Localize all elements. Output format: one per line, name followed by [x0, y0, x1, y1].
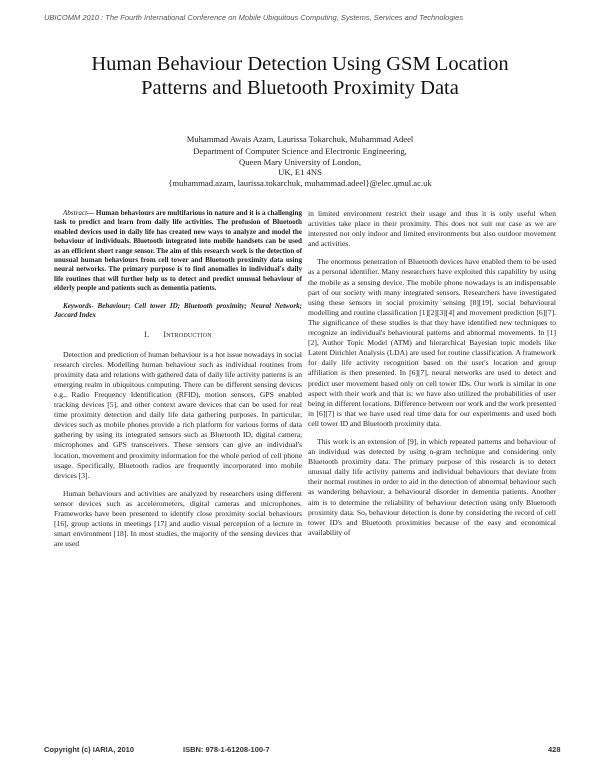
title-line-2: Patterns and Bluetooth Proximity Data — [141, 77, 459, 99]
section-heading-introduction — [54, 330, 302, 340]
conference-header: UBICOMM 2010 : The Fourth International Conference on Mobile Ubiquitous Computing, Systems, Services and Technologies — [44, 13, 464, 22]
author-names: Muhammad Awais Azam, Laurissa Tokarchuk, Muhammad Adeel — [186, 134, 414, 144]
footer-copyright: Copyright (c) IARIA, 2010 — [44, 745, 135, 754]
abstract — [54, 209, 302, 294]
intro-paragraph-5: This work is an extension of [9], in which repeated patterns and behaviour of an individual was detected by using n-gram technique and considering only Bluetooth proximity data. The primary purpose of this research is to detect unusual daily life activity patterns and individual behaviours that deviate from their normal routines in order to aid in the detection of abnormal behaviour such as wandering behaviour, a behavioural disorder in dementia patients. Another aim is to determine the reliability of behaviour detection using only Bluetooth proximity data. So, behaviour detection is done by considering the record of cell tower ID's and Bluetooth proximities because of the easy and economical availability of — [308, 436, 556, 537]
right-column — [308, 209, 556, 538]
abstract-label: Abstract — [63, 209, 88, 217]
intro-paragraph-4: The enormous penetration of Bluetooth devices have enabled them to be used as a personal identifier. Many researchers have exploited this capability by using the mobile as a sensing device. The mobile phone nowadays is an indispensable part of our society with many integrated sensors. Researchers have investigated using these sensors in social proximity sensing [8][19], social behavioural modelling and routine classification [1][2][3][4] and movement prediction [6][7]. The significance of these studies is that they have identified new techniques to recognize an individual's behavioural patterns and abnormal movements. In [1][2], Author Topic Model (ATM) and hierarchical Bayesian topic models like Latent Dirichlet Analysis (LDA) are used for routine classification. A framework for daily life activity recognition based on the user's location and group affiliation is then presented. In [6][7], neural networks are used to detect and predict user movement based only on cell tower IDs. Our work is similar in one aspect with their work and that is; we have also utilized the probabilities of user being in different locations. Difference between our work and the work presented in [6][7] is that we have used real time data for our experiments and used both cell tower ID and Bluetooth proximity data. — [308, 257, 556, 428]
abstract-text: — Human behaviours are multifarious in nature and it is a challenging task to predict and learn from daily life activities. The profusion of Bluetooth enabled devices used in daily life has created new ways to analyze and model the behaviour of individuals. Bluetooth integrated into mobile handsets can be used as an efficient short range sensor. The aim of this research work is the detection of unusual human behaviours from cell tower and Bluetooth proximity data using neural networks. The primary purpose is to find anomalies in individual's daily life routines that will further help us to detect and predict unusual behaviour of elderly people and patients such as dementia patients. — [54, 209, 302, 293]
section-number: I. — [144, 330, 150, 340]
author-block — [40, 134, 560, 188]
left-column — [54, 209, 302, 549]
author-university: Queen Mary University of London, — [239, 156, 361, 167]
author-department: Department of Computer Science and Electronic Engineering, — [193, 146, 407, 157]
section-title: Introduction — [163, 330, 212, 340]
keywords: Keywords- Behaviour; Cell tower ID; Bluetooth proximity; Neural Network; Jaccard Index — [54, 301, 302, 320]
author-emails: {muhammad.azam, laurissa.tokarchuk, muhammad.adeel}@elec.qmul.ac.uk — [168, 177, 432, 188]
paper-title — [40, 52, 560, 100]
intro-paragraph-3: in limited environment restrict their usage and thus it is only useful when activities take place in their proximity. This does not suit our case as we are interested not only indoor and limited environments but also outdoor movement and activities. — [308, 209, 556, 249]
title-line-1: Human Behaviour Detection Using GSM Location — [91, 53, 509, 75]
intro-paragraph-1: Detection and prediction of human behaviour is a hot issue nowadays in social research circles. Modelling human behaviour such as individual routines from proximity data and relations with gathered data of daily life activity patterns is an emerging realm in ubiquitous computing. There can be different sensing devices e.g., Radio Frequency Identification (RFID), motion sensors, GPS enabled tracking devices [5], and other context aware devices that can be used for real time proximity detection and daily life data gathering purposes. In particular, devices such as mobile phones provide a rich platform for various forms of data gathering by using its integrated sensors such as Bluetooth ID, digital camera, microphones and GPS transceivers. These sensors can give an individual's location, movement and proximity information for the whole period of cell phone usage. Specifically, Bluetooth radios are frequently incorporated into mobile devices [3]. — [54, 349, 302, 480]
footer-isbn: ISBN: 978-1-61208-100-7 — [183, 745, 270, 754]
intro-paragraph-2: Human behaviours and activities are analyzed by researchers using different sensor devices such as accelerometers, digital cameras and microphones. Frameworks have been presented to identify close proximity social behaviours [16], group actions in meetings [17] and audio visual perception of a lecture in smart environment [18]. In most studies, the majority of the sensing devices that are used — [54, 488, 302, 549]
page-number: 428 — [548, 745, 561, 754]
author-location: UK, E1 4NS — [278, 167, 322, 178]
